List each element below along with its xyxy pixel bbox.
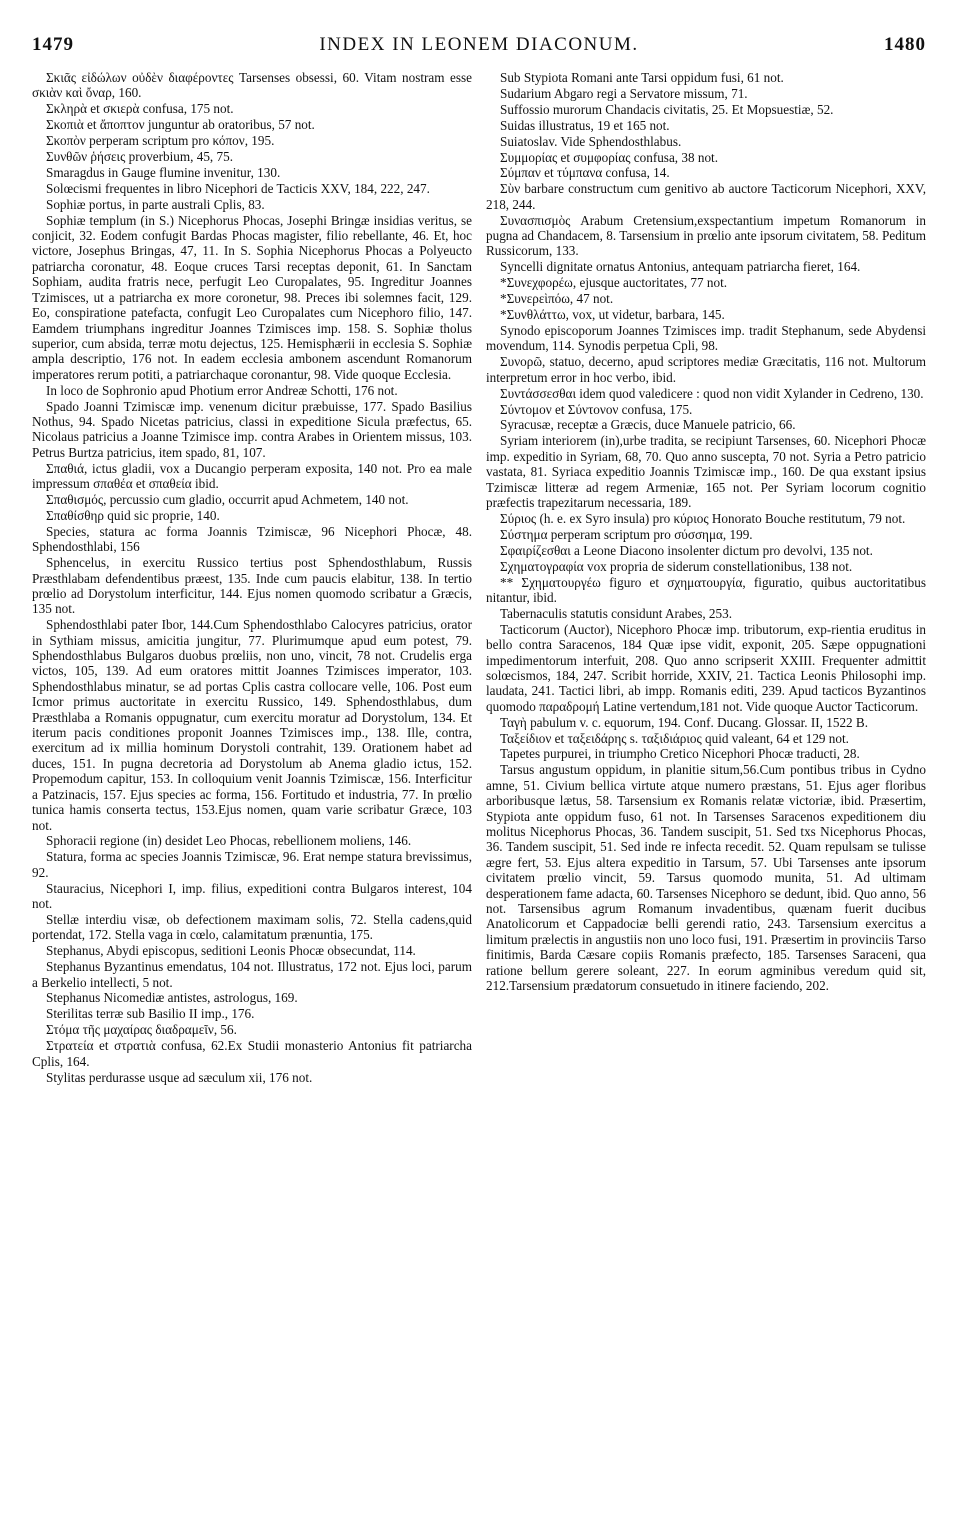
index-entry: Σφαιρίζεσθαι a Leone Diacono insolenter dictum pro devolvi, 135 not.	[500, 542, 873, 558]
index-entry: Σπαθιά, ictus gladii, vox a Ducangio perperam exposita, 140 not. Pro ea male impressum σπαθέα et σπαθεία ibid.	[32, 460, 472, 492]
index-entry: Stephanus Nicomediæ antistes, astrologus, 169.	[46, 990, 298, 1006]
index-entry: Syracusæ, receptæ a Græcis, duce Manuele patricio, 66.	[500, 417, 796, 433]
index-entry: Σπαθίσθηρ quid sic proprie, 140.	[46, 507, 220, 523]
index-entry: Sudarium Abgaro regi a Servatore missum, 71.	[500, 85, 748, 101]
index-entry: In loco de Sophronio apud Photium error Andreæ Schotti, 176 not.	[46, 382, 398, 398]
index-entry: Statura, forma ac species Joannis Tzimiscæ, 96. Erat nempe statura brevissimus, 92.	[32, 849, 472, 880]
index-entry: Stellæ interdiu visæ, ob defectionem maximam solis, 72. Stella cadens,quid portendat, 172. Stella vaga in cœlo, calamitatum prænuntia, 175.	[32, 911, 472, 943]
index-entry: ** Σχηματουργέω figuro et σχηματουργία, figuratio, quibus auctoritatibus nitantur, ibid.	[486, 574, 926, 605]
index-entry: Σὺν barbare constructum cum genitivo ab auctore Tacticorum Nicephori, XXV, 218, 244.	[486, 181, 926, 212]
index-entry: Σκιᾶς εἰδώλων οὐδὲν διαφέροντες Tarsenses obsessi, 60. Vitam nostram esse σκιὰν καὶ ὄναρ, 160.	[32, 70, 472, 101]
index-entry: Tapetes purpurei, in triumpho Cretico Nicephori Phocæ traducti, 28.	[500, 746, 860, 762]
index-entry: Σκοπιὰ et ἄποπτον junguntur ab oratoribus, 57 not.	[46, 117, 315, 133]
index-entry: *Συνθλάττω, vox, ut videtur, barbara, 145.	[500, 307, 725, 323]
index-entry: Solœcismi frequentes in libro Nicephori de Tacticis XXV, 184, 222, 247.	[46, 180, 430, 196]
index-entry: Suidas illustratus, 19 et 165 not.	[500, 117, 670, 133]
index-entry: Tacticorum (Auctor), Nicephoro Phocæ imp. tributorum, exp-rientia eruditus in bello contra Saracenos, 184 Quæ ipse vidit, exponit, 205. Sæpe oppugnationi impedimentorum interfuit, 208. Quo anno scripserit XXIII. Frequenter admittit solœcismos, 184, 247. Scribit horride, XXIV, 21. Tactica Leonis Philosophi imp. laudata, 241. Tactici libri, ab impp. Romanis editi, 239. Apud tacticos Byzantinos quomodo παραδρομή Latine vertendum,181 not. Vide quoque Auctor Tacticorum.	[486, 621, 926, 714]
index-entry: Συνασπισμὸς Arabum Cretensium,exspectantium impetum Romanorum in pugna ad Chandacem, 8. Tarsensium in prœlio ante ipsorum civitatem, 58. Peditum Russicorum, 133.	[486, 212, 926, 259]
index-entry: Συνθῶν ῥήσεις proverbium, 45, 75.	[46, 149, 234, 165]
index-entry: Sphoracii regione (in) desidet Leo Phocas, rebellionem moliens, 146.	[46, 833, 412, 849]
index-entry: Stauracius, Nicephori I, imp. filius, expeditioni contra Bulgaros interest, 104 not.	[32, 880, 472, 912]
index-entry: Σύριος (h. e. ex Syro insula) pro κύριος Honorato Bouche restitutum, 79 not.	[500, 510, 906, 526]
two-column-body	[32, 70, 926, 1085]
index-entry: Σύντομον et Σύντονον confusa, 175.	[500, 401, 693, 417]
index-entry: Smaragdus in Gauge flumine invenitur, 130.	[46, 164, 281, 180]
page-number-right: 1480	[884, 34, 926, 55]
index-entry: Συντάσσεσθαι idem quod valedicere : quod non vidit Xylander in Cedreno, 130.	[500, 385, 924, 401]
index-entry: *Συνερεὶπόω, 47 not.	[500, 291, 614, 307]
index-entry: Sophiæ templum (in S.) Nicephorus Phocas, Josephi Bringæ insidias veritus, se conjicit, 32. Eodem confugit Bardas Phocas magister, filio rebellante, 46. Et, hoc victore, Josephus Bringas, 47, 11. In S. Sophia Nicephorus Phocas a Polyeucto patriarcha coronatur, 48. Eoque cruces Tarsi receptas deponit, 61. In Sanctam Sophiam, audita fratris nece, perfugit Leo Curopalates, 95. Ingreditur Joannes Tzimisces, ut a patriarcha ex more coronetur, 98. Preces ibi solemnes facit, 129. Eo, conspiratione patefacta, confugit Leo Curopalates cum Nicephoro filio, 147. Eamdem triumphans ingreditur Joannes Tzimisces imp. 158. S. Sophiæ tholus superior, cum absida, terræ motu dejectus, 125. Hemisphærii in ecclesia S. Sophiæ ampla descriptio, 176 not. In eadem ecclesia ambonem ascendunt Romanorum imperatores rerum potiti, a patriarchaque coronantur, 98. Vide quoque Ecclesia.	[32, 212, 472, 382]
index-entry: Συμμορίας et συμφορίας confusa, 38 not.	[500, 149, 719, 165]
index-entry: Σπαθισμός, percussio cum gladio, occurrit apud Achmetem, 140 not.	[46, 491, 409, 507]
index-entry: Σχηματογραφία vox propria de siderum constellationibus, 138 not.	[500, 558, 853, 574]
index-entry: Suiatoslav. Vide Sphendosthlabus.	[500, 133, 682, 149]
index-entry: Tabernaculis statutis considunt Arabes, 253.	[500, 605, 733, 621]
right-column	[486, 70, 926, 1085]
index-entry: Συνορῶ, statuo, decerno, apud scriptores mediæ Græcitatis, 116 not. Multorum interpretum error in hoc verbo, ibid.	[486, 354, 926, 385]
page-header	[32, 34, 926, 62]
index-entry: Tarsus angustum oppidum, in planitie situm,56.Cum pontibus tribus in Cydno amne, 51. Civium bellica virtute atque numero præstans, 51. Ejus ager floribus arboribusque lætus, 58. Tarsensium ex Romanis relatæ victoriæ, ibid. Præsertim, Stypiota ante oppidum fuso, 61 not. In Tarsenses Saracenos expeditionem diu molitus Nicephorus Phocas, 36. Tandem suscipit, 51. Sed txs Nicephorus Phocas, 36. Tandem suscipit, 51. Sed inde re infecta recedit. 52. Quam repulsam se tulisse ægre fert, 53. Ejus altera expeditio in Tarsum, 57. Ubi Tarsenses ante ipsorum civitatem prœlio vincit, 59. Tarsus quomodo munita, 51. Ad ultimam desperationem fame adacta, 60. Tarsenses Nicephoro se dedunt, ibid. Quo anno, 56 not. Tarsensibus agrum Romanum invadentibus, quænam fuerit ducibus Anatolicorum et Cappadociæ belli gerendi ratio, 243. Tarsensium exercitus a limitum prælectis in angustiis non uno loco fusi, 191. Præsertim in provinciis Tarso finitimis, Barda Cæsare copiis Romanis præfecto, 185. Tarsenses Saraceni, qua ratione bellum gerere soleant, 227. In eorum agminibus veredum quid sit, 212.Tarsensium prædatorum consuetudo in itinere faciendo, 202.	[486, 762, 926, 994]
index-entry: Στρατεία et στρατιὰ confusa, 62.Ex Studii monasterio Antonius fit patriarcha Cplis, 164.	[32, 1038, 472, 1069]
index-entry: *Συνεχφορέω, ejusque auctoritates, 77 not.	[500, 275, 728, 291]
index-entry: Σκοπὸν perperam scriptum pro κόπον, 195.	[46, 133, 275, 149]
left-column	[32, 70, 472, 1085]
index-entry: Σκληρὰ et σκιερὰ confusa, 175 not.	[46, 101, 234, 117]
index-entry: Ταγὴ pabulum v. c. equorum, 194. Conf. Ducang. Glossar. II, 1522 B.	[500, 714, 869, 730]
index-entry: Στόμα τῆς μαχαίρας διαδραμεῖν, 56.	[46, 1022, 237, 1038]
index-entry: Ταξείδιον et ταξειδάρης s. ταξιδιάριος quid valeant, 64 et 129 not.	[500, 730, 849, 746]
index-entry: Sphencelus, in exercitu Russico tertius post Sphendosthlabum, Russis Præsthlabam defendentibus præest, 135. Inde cum paucis elabitur, 138. In tertio prœlio ad Dorystolum interficitur, 144. Ejus nomen quomodo scribatur a Græcis, 135 not.	[32, 555, 472, 617]
index-entry: Sophiæ portus, in parte australi Cplis, 83.	[46, 196, 265, 212]
index-entry: Synodo episcoporum Joannes Tzimisces imp. tradit Stephanum, sede Abydensi movendum, 114. Synodis perpetua Cpli, 98.	[486, 323, 926, 354]
page-number-left: 1479	[32, 34, 74, 55]
index-entry: Spado Joanni Tzimiscæ imp. venenum dicitur præbuisse, 177. Spado Basilius Nothus, 94. Spado Nicetas patricius, classi in expeditione Sicula præfectus, 65. Nicolaus patricius a Joanne Tzimisce imp. contra Arabes in Orientem missus, 103. Petrus Burtza patricius, item spado, 81, 107.	[32, 398, 472, 460]
running-title: INDEX IN LEONEM DIACONUM.	[319, 34, 639, 55]
index-entry: Stylitas perdurasse usque ad sæculum xii, 176 not.	[46, 1069, 313, 1085]
index-entry: Σύμπαν et τύμπανα confusa, 14.	[500, 165, 670, 181]
index-entry: Syncelli dignitate ornatus Antonius, antequam patriarcha fieret, 164.	[500, 259, 861, 275]
index-entry: Syriam interiorem (in),urbe tradita, se recipiunt Tarsenses, 60. Nicephori Phocæ imp. expeditio in Syriam, 68, 70. Quo anno suscepta, 70 not. Syria a Petro patricio vastata, 81. Syriaca expeditio Joannis Tzimiscæ imp., 160. De qua exstant ipsius Tzimiscæ litteræ ad regem Armeniæ, 165 not. Per Syriam locorum cognitio præfectis trapezitarum necessaria, 189.	[486, 433, 926, 510]
index-entry: Species, statura ac forma Joannis Tzimiscæ, 96 Nicephori Phocæ, 48. Sphendosthlabi, 156	[32, 523, 472, 555]
index-entry: Stephanus Byzantinus emendatus, 104 not. Illustratus, 172 not. Ejus loci, parum a Berkelio intellecti, 5 not.	[32, 959, 472, 990]
index-entry: Σύστημα perperam scriptum pro σύσσημα, 199.	[500, 526, 753, 542]
index-entry: Sterilitas terræ sub Basilio II imp., 176.	[46, 1006, 255, 1022]
index-entry: Sphendosthlabi pater Ibor, 144.Cum Sphendosthlabo Calocyres patricius, orator in Sythiam missus, amicitia jungitur, 77. Plurimumque apud eum potest, 79. Sphendosthlabus Bulgaros duobus prœliis, non uno, vincit, 78 not. Crudelis erga victos, 105, 139. Ad eum oratores mittit Joannes Tzimisces imperator, 103. Sphendosthlabus minatur, se ad portas Cplis castra collocare velle, 106. Post eum Icmor primus auctoritate in exercitu Russico, 149. Sphendosthlabus, dum Præsthlaba a Romanis oppugnatur, cum exercitu moratur ad Dorystolum, 134. Et iterum pacis conditiones proponit Joannes Tzimisces imp., 138. Ille, contra, exercitum ad ix millia hominum Dorystoli contrahit, 139. Orationem habet ad duces, 151. In pugna decretoria ad Dorystolum ab Anema gladio ictus, 152. Propemodum capitur, 153. In colloquium venit Joannis Tzimiscæ, 156. Interficitur a Patzinacis, 157. Ejus species ac forma, 156. Fortitudo et industria, 77. In prœlio tunica hamis conserta tectus, 153.Ejus nomen, quam varie scribatur Græce, 103 not.	[32, 617, 472, 833]
index-entry: Sub Stypiota Romani ante Tarsi oppidum fusi, 61 not.	[500, 70, 784, 85]
index-entry: Suffossio murorum Chandacis civitatis, 25. Et Mopsuestiæ, 52.	[500, 101, 834, 117]
index-entry: Stephanus, Abydi episcopus, seditioni Leonis Phocæ obsecundat, 114.	[46, 943, 416, 959]
